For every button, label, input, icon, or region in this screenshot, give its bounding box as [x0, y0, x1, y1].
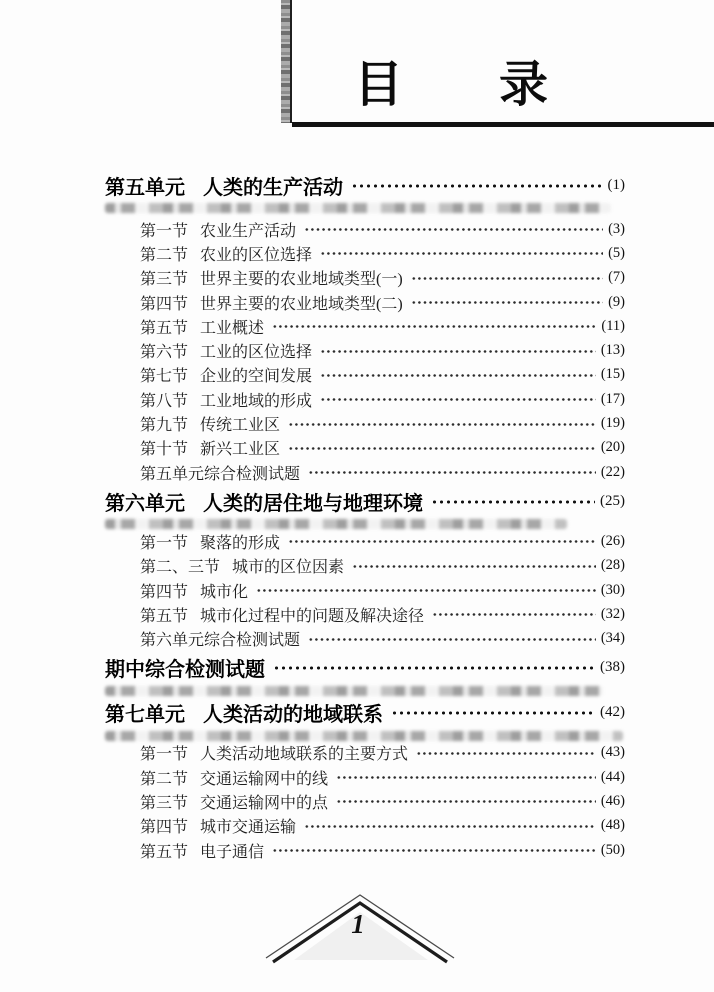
dot-leader: [272, 847, 596, 854]
print-bleed-artifact: [105, 686, 603, 696]
row-page-number: (30): [600, 581, 625, 598]
row-num: 第二节: [140, 770, 189, 788]
row-page-number: (22): [600, 463, 625, 480]
toc-row: [105, 290, 625, 314]
toc-row: [105, 363, 625, 387]
row-num: 第二、三节: [140, 559, 221, 577]
row-page-number: (46): [600, 792, 625, 809]
row-title: 工业概述: [200, 319, 265, 337]
toc-row: [105, 241, 625, 265]
row-page-number: (1): [607, 176, 625, 193]
row-page-number: (48): [600, 817, 625, 834]
row-page-number: (25): [600, 492, 625, 509]
dot-leader: [416, 750, 596, 757]
dot-leader: [288, 538, 596, 545]
row-title: 人类的居住地与地理环境: [203, 492, 423, 515]
dot-leader: [391, 709, 595, 717]
print-bleed-artifact: [105, 731, 623, 741]
row-page-number: (7): [608, 269, 625, 286]
toc-row: [105, 741, 625, 765]
row-num: 第二节: [140, 246, 189, 264]
toc-row: [105, 554, 625, 578]
row-title: 农业生产活动: [200, 222, 297, 240]
row-title: 交通运输网中的点: [200, 794, 329, 812]
row-title: 工业的区位选择: [200, 344, 313, 362]
row-num: 第九节: [140, 417, 189, 435]
row-num: 第四节: [140, 583, 189, 601]
page-title: [354, 58, 549, 112]
toc-row: [105, 460, 625, 484]
row-page-number: (26): [600, 532, 625, 549]
row-title: 人类活动的地域联系: [203, 704, 383, 727]
row-page-number: (11): [601, 317, 625, 334]
dot-leader: [432, 611, 596, 618]
row-title: 城市化过程中的问题及解决途径: [200, 607, 425, 625]
row-title: 人类活动地域联系的主要方式: [200, 746, 409, 764]
dot-leader: [320, 396, 596, 403]
page-title-char: 目: [354, 58, 404, 112]
row-title: 农业的区位选择: [200, 246, 313, 264]
row-title: 传统工业区: [200, 417, 281, 435]
row-page-number: (20): [600, 439, 625, 456]
row-title: 人类的生产活动: [203, 176, 343, 199]
row-page-number: (43): [600, 744, 625, 761]
dot-leader: [351, 182, 603, 190]
dot-leader: [304, 823, 596, 830]
row-page-number: (50): [600, 841, 625, 858]
row-num: 第五节: [140, 319, 189, 337]
row-title: 电子通信: [200, 843, 265, 861]
toc-row: [105, 814, 625, 838]
toc-row: [105, 266, 625, 290]
toc-row: [105, 338, 625, 362]
row-page-number: (32): [600, 605, 625, 622]
row-page-number: (13): [600, 342, 625, 359]
row-num: 第五节: [140, 607, 189, 625]
row-num: 第四节: [140, 819, 189, 837]
toc-row: [105, 387, 625, 411]
toc-row: [105, 626, 625, 650]
row-num: 第十节: [140, 441, 189, 459]
row-title: 期中综合检测试题: [105, 659, 265, 682]
row-num: 第三节: [140, 271, 189, 289]
row-page-number: (5): [608, 244, 625, 261]
toc-row: [105, 168, 625, 202]
row-page-number: (28): [600, 557, 625, 574]
row-title: 第六单元综合检测试题: [140, 632, 301, 650]
toc-list: [105, 168, 625, 862]
row-title: 城市化: [200, 583, 249, 601]
dot-leader: [308, 469, 596, 476]
row-title: 工业地域的形成: [200, 392, 313, 410]
dot-leader: [336, 798, 596, 805]
toc-row: [105, 411, 625, 435]
scan-edge-strip: [281, 0, 292, 123]
row-page-number: (15): [600, 366, 625, 383]
dot-leader: [272, 323, 596, 330]
page-number-chevron: [260, 892, 460, 966]
row-num: 第五节: [140, 843, 189, 861]
toc-row: [105, 217, 625, 241]
row-title: 世界主要的农业地域类型(一): [200, 271, 403, 289]
row-title: 新兴工业区: [200, 441, 281, 459]
print-bleed-artifact: [105, 203, 611, 213]
dot-leader: [273, 664, 595, 672]
row-page-number: (19): [600, 415, 625, 432]
toc-row: [105, 529, 625, 553]
dot-leader: [320, 372, 596, 379]
footer-page-number: 1: [351, 909, 365, 939]
toc-row: [105, 789, 625, 813]
row-num: 第一节: [140, 534, 189, 552]
page-title-char: 录: [499, 58, 549, 112]
dot-leader: [288, 445, 596, 452]
row-num: 第一节: [140, 746, 189, 764]
dot-leader: [288, 421, 596, 428]
row-page-number: (38): [600, 659, 625, 676]
row-title: 世界主要的农业地域类型(二): [200, 295, 403, 313]
row-num: 第五单元: [105, 176, 185, 199]
row-num: 第四节: [140, 295, 189, 313]
toc-row: [105, 314, 625, 338]
toc-row: [105, 838, 625, 862]
row-page-number: (9): [608, 293, 625, 310]
row-title: 聚落的形成: [200, 534, 281, 552]
row-num: 第八节: [140, 392, 189, 410]
dot-leader: [320, 348, 596, 355]
toc-row: [105, 578, 625, 602]
toc-row: [105, 602, 625, 626]
print-bleed-artifact: [105, 519, 567, 529]
dot-leader: [411, 275, 603, 282]
dot-leader: [336, 774, 596, 781]
dot-leader: [304, 226, 603, 233]
toc-row: [105, 696, 625, 730]
dot-leader: [431, 498, 595, 506]
title-box: [292, 0, 714, 127]
dot-leader: [308, 636, 596, 643]
row-title: 交通运输网中的线: [200, 770, 329, 788]
row-page-number: (42): [600, 704, 625, 721]
toc-row: [105, 765, 625, 789]
row-title: 城市的区位因素: [232, 559, 345, 577]
row-title: 城市交通运输: [200, 819, 297, 837]
row-page-number: (17): [600, 390, 625, 407]
toc-row: [105, 436, 625, 460]
dot-leader: [256, 587, 596, 594]
row-num: 第七单元: [105, 704, 185, 727]
row-page-number: (3): [608, 220, 625, 237]
row-title: 第五单元综合检测试题: [140, 465, 301, 483]
dot-leader: [352, 563, 596, 570]
row-num: 第一节: [140, 222, 189, 240]
dot-leader: [411, 299, 603, 306]
row-num: 第六单元: [105, 492, 185, 515]
row-num: 第三节: [140, 794, 189, 812]
toc-row: [105, 484, 625, 518]
row-num: 第六节: [140, 344, 189, 362]
toc-row: [105, 651, 625, 685]
row-num: 第七节: [140, 368, 189, 386]
row-page-number: (44): [600, 768, 625, 785]
dot-leader: [320, 250, 603, 257]
row-page-number: (34): [600, 630, 625, 647]
row-title: 企业的空间发展: [200, 368, 313, 386]
